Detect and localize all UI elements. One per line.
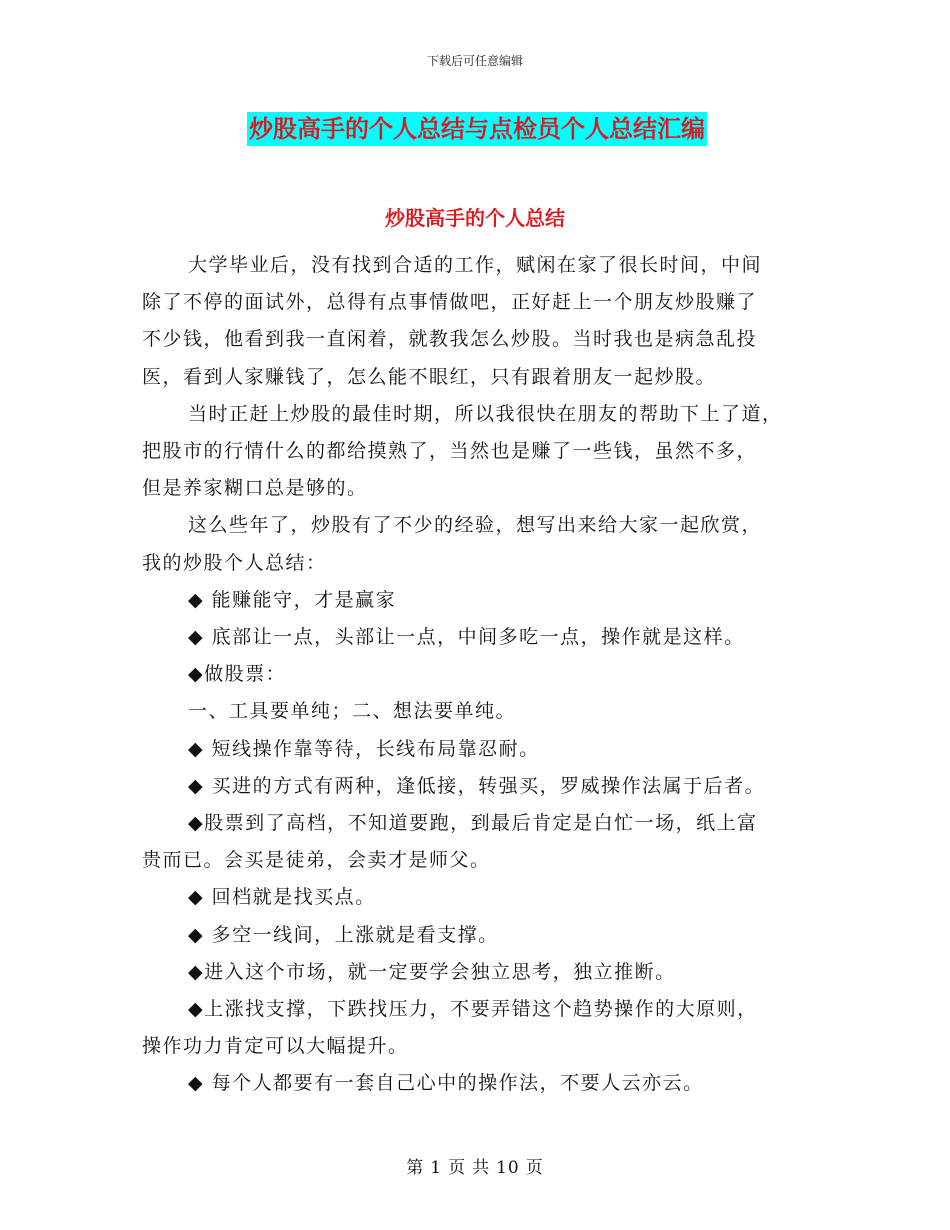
footer-current-page: 1 xyxy=(430,1158,443,1178)
footer-label-page-unit: 页 xyxy=(448,1158,467,1178)
text-line: 我的炒股个人总结： xyxy=(142,551,327,574)
footer-label-total-unit: 页 xyxy=(525,1158,544,1178)
text-line: ◆做股票： xyxy=(188,663,287,686)
header-note: 下载后可任意编辑 xyxy=(426,54,523,68)
text-line: ◆ 多空一线间，上涨就是看支撑。 xyxy=(188,923,499,946)
text-line: 当时正赶上炒股的最佳时期，所以我很快在朋友的帮助下上了道， xyxy=(188,402,783,425)
body-text xyxy=(142,247,810,1103)
section-title: 炒股高手的个人总结 xyxy=(385,206,565,230)
text-line: 除了不停的面试外，总得有点事情做吧，正好赶上一个朋友炒股赚了 xyxy=(142,291,758,314)
text-line: 医，看到人家赚钱了，怎么能不眼红，只有跟着朋友一起炒股。 xyxy=(142,365,717,388)
text-line: 不少钱，他看到我一直闲着，就教我怎么炒股。当时我也是病急乱投 xyxy=(142,328,758,351)
text-line: ◆ 回档就是找买点。 xyxy=(188,886,376,909)
text-line: 把股市的行情什么的都给摸熟了，当然也是赚了一些钱，虽然不多， xyxy=(142,440,758,463)
text-line: ◆股票到了高档，不知道要跑，到最后肯定是白忙一场，纸上富 xyxy=(188,812,758,835)
text-line: 贵而已。会买是徒弟，会卖才是师父。 xyxy=(142,849,491,872)
text-line: 大学毕业后，没有找到合适的工作，赋闲在家了很长时间，中间 xyxy=(188,254,763,276)
text-line: ◆ 买进的方式有两种，逢低接，转强买，罗威操作法属于后者。 xyxy=(188,774,766,797)
text-line: ◆ 每个人都要有一套自己心中的操作法，不要人云亦云。 xyxy=(188,1072,704,1095)
footer-label-page: 第 xyxy=(406,1158,425,1178)
footer-label-total: 共 xyxy=(472,1158,491,1178)
text-line: 操作功力肯定可以大幅提升。 xyxy=(142,1035,409,1058)
text-line: ◆ 能赚能守，才是赢家 xyxy=(188,588,397,611)
text-line: ◆进入这个市场，就一定要学会独立思考，独立推断。 xyxy=(188,960,676,983)
text-line: 这么些年了，炒股有了不少的经验，想写出来给大家一起欣赏， xyxy=(188,514,763,537)
text-line: ◆上涨找支撑，下跌找压力，不要弄错这个趋势操作的大原则， xyxy=(188,998,758,1021)
document-title: 炒股高手的个人总结与点检员个人总结汇编 xyxy=(247,112,707,146)
text-line: ◆ 底部让一点，头部让一点，中间多吃一点，操作就是这样。 xyxy=(188,626,745,649)
text-line: ◆ 短线操作靠等待，长线布局靠忍耐。 xyxy=(188,737,540,760)
footer-total-pages: 10 xyxy=(496,1158,520,1178)
text-line: 但是养家糊口总是够的。 xyxy=(142,477,368,500)
page-footer xyxy=(0,1153,950,1178)
text-line: 一、工具要单纯；二、想法要单纯。 xyxy=(188,700,517,723)
